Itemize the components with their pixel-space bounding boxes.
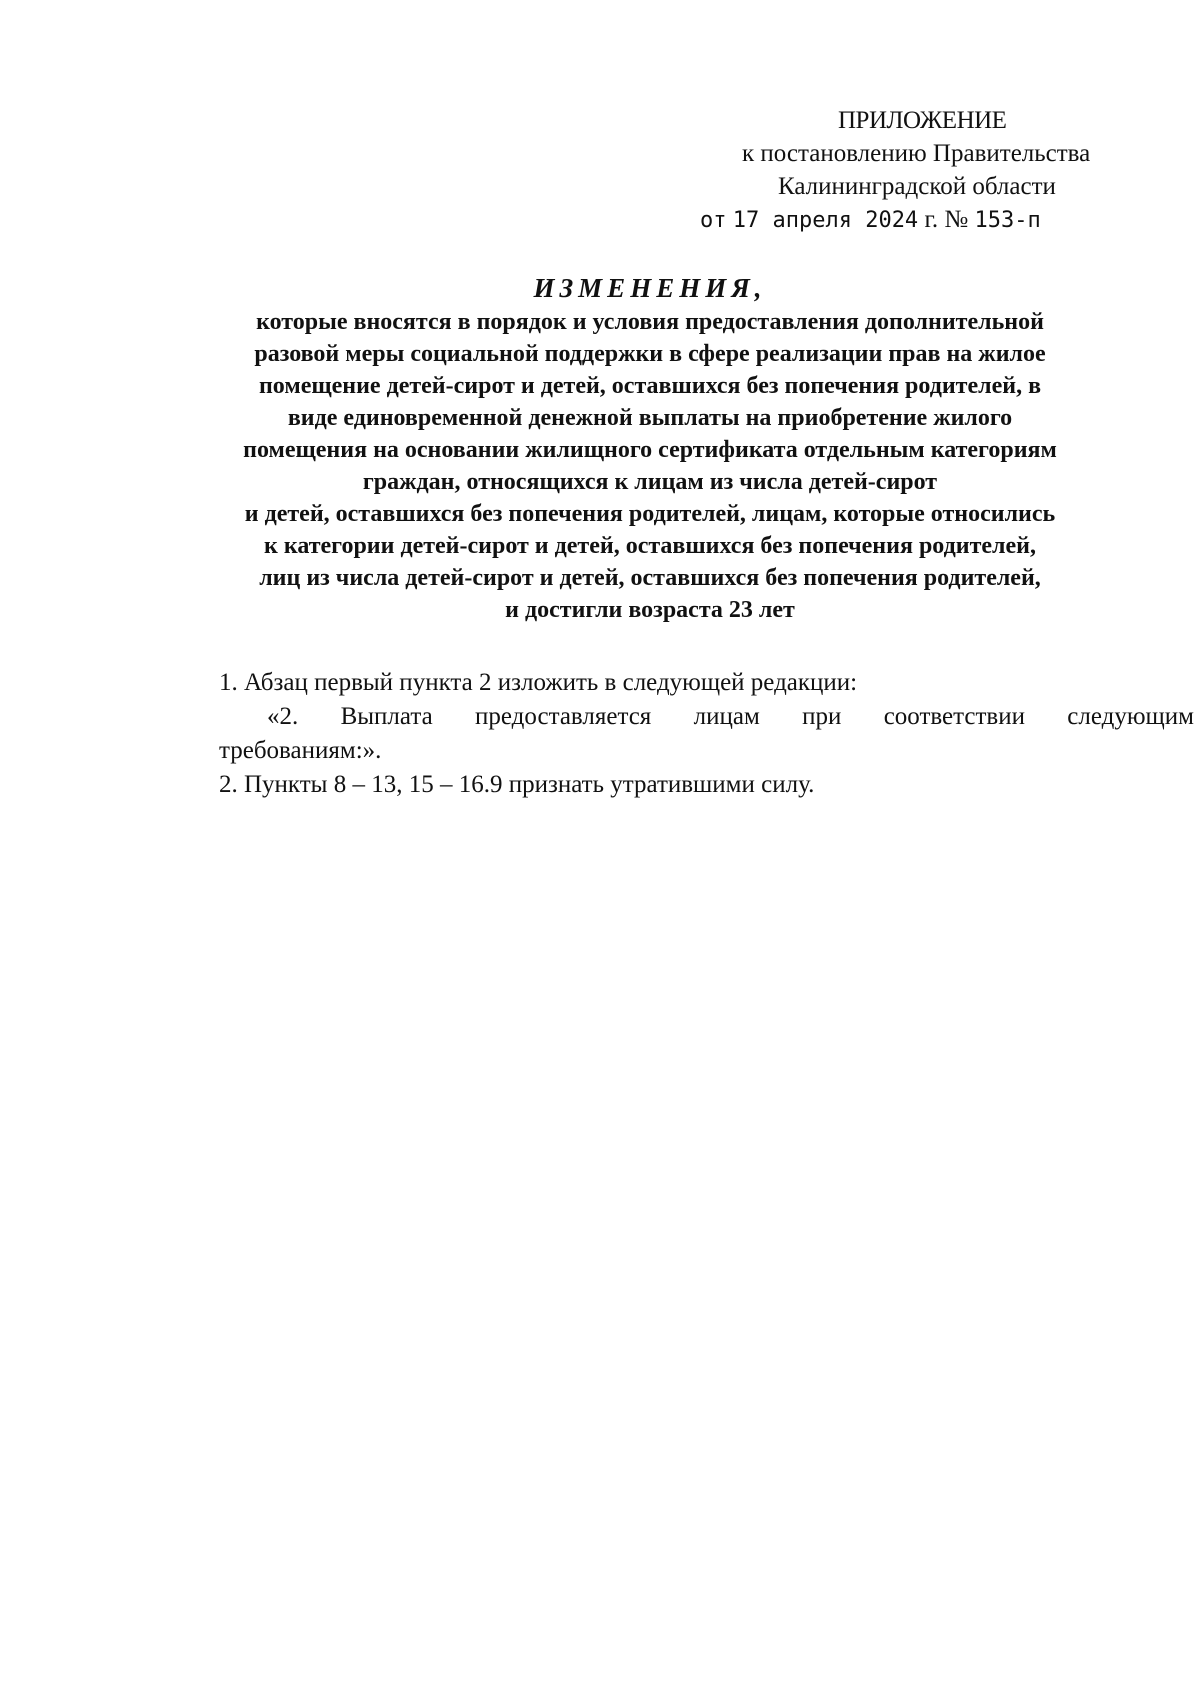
- heading-line: которые вносятся в порядок и условия предоставления дополнительной: [256, 309, 1044, 335]
- appendix-block: [680, 104, 1140, 237]
- heading-line: и детей, оставшихся без попечения родителей, лицам, которые относились: [244, 501, 1056, 527]
- date-prefix: от: [700, 208, 727, 233]
- heading-line: лиц из числа детей-сирот и детей, оставшихся без попечения родителей,: [259, 565, 1041, 591]
- heading-line: к категории детей-сирот и детей, оставшихся без попечения родителей,: [264, 533, 1036, 559]
- heading-line: граждан, относящихся к лицам из числа детей-сирот: [362, 469, 938, 495]
- changes-heading: [160, 270, 1140, 626]
- appendix-resolution-line: к постановлению Правительства: [742, 140, 1091, 167]
- appendix-date-line: [700, 203, 1140, 237]
- heading-line: разовой меры социальной поддержки в сфере реализации прав на жилое: [254, 341, 1046, 367]
- appendix-title: ПРИЛОЖЕНИЕ: [838, 107, 1007, 134]
- resolution-number: 153-п: [974, 208, 1041, 233]
- heading-line: и достигли возраста 23 лет: [505, 597, 795, 623]
- heading-line: помещение детей-сирот и детей, оставшихся без попечения родителей, в: [258, 373, 1042, 399]
- heading-line: помещения на основании жилищного сертификата отдельным категориям: [243, 437, 1057, 463]
- paragraph-3: 2. Пункты 8 – 13, 15 – 16.9 признать утратившими силу.: [219, 771, 815, 798]
- body-text: [171, 666, 1194, 802]
- paragraph-2: [171, 700, 1194, 768]
- heading-line: виде единовременной денежной выплаты на приобретение жилого: [287, 405, 1013, 431]
- paragraph-2-text: «2. Выплата предоставляется лицам при соответствии следующим требованиям:».: [219, 703, 1194, 764]
- date-value: 17 апреля 2024: [732, 208, 919, 233]
- heading-body: [160, 306, 1140, 626]
- appendix-region-line: Калининградской области: [778, 173, 1056, 200]
- paragraph-1: 1. Абзац первый пункта 2 изложить в следующей редакции:: [219, 669, 858, 696]
- heading-title: ИЗМЕНЕНИЯ,: [533, 273, 767, 303]
- date-g-number: г. №: [924, 206, 969, 233]
